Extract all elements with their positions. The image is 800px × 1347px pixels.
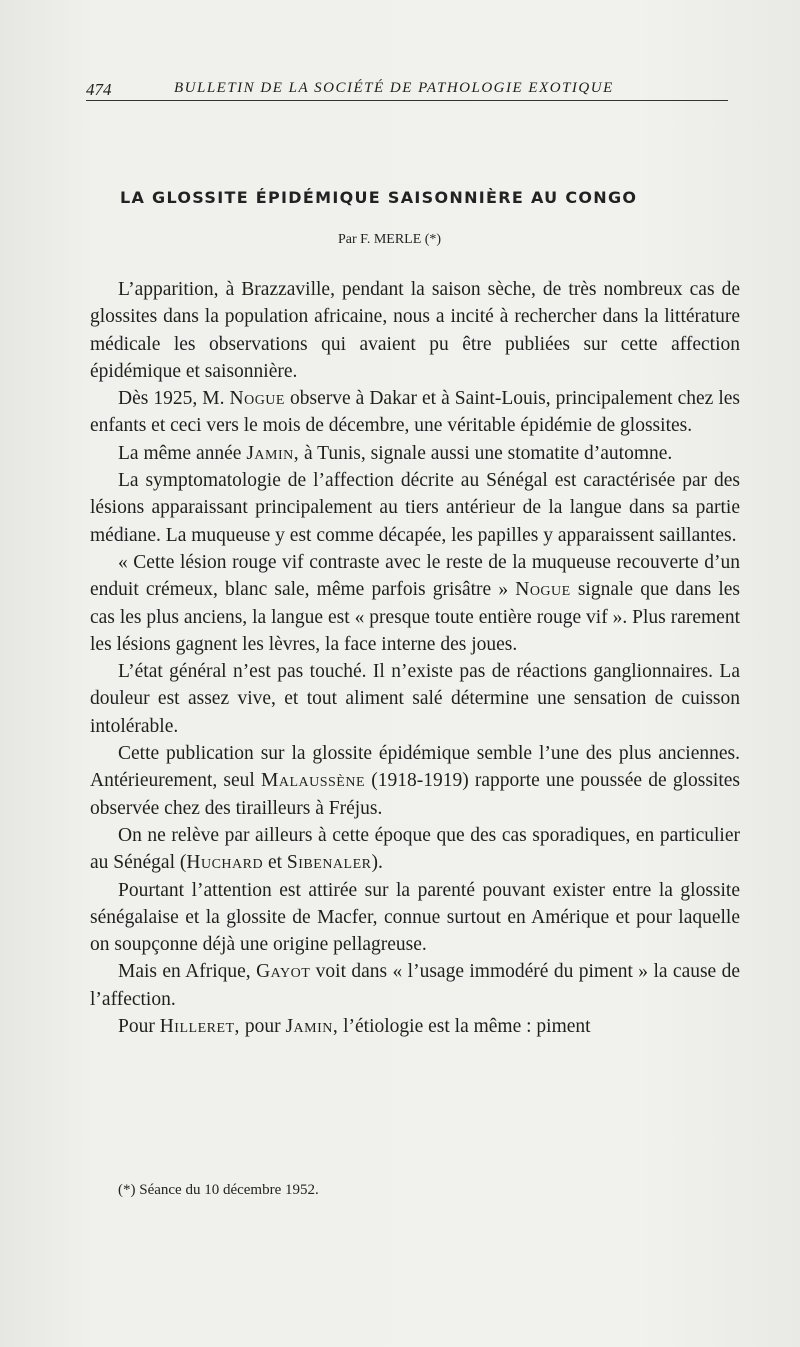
paragraph: L’apparition, à Brazzaville, pendant la saison sèche, de très nombreux cas de glossites dans la population africaine, nous a incité à rechercher dans la littérature médicale les observations qui avaient pu être publiées sur cette affection épidémique et saisonnière. xyxy=(90,279,740,382)
running-header xyxy=(86,74,728,101)
paragraph: « Cette lésion rouge vif contraste avec le reste de la muqueuse recouverte d’un enduit crémeux, blanc sale, même parfois grisâtre » Nogue signale que dans les cas les plus anciens, la langue est « presque toute entière rouge vif ». Plus rarement les lésions gagnent les lèvres, la face interne des joues. xyxy=(90,551,741,655)
author-name: Jamin, xyxy=(246,442,300,464)
paragraph: Dès 1925, M. Nogue observe à Dakar et à Saint-Louis, principalement chez les enfants et ceci vers le mois de décembre, une véritable épidémie de glossites. xyxy=(90,388,741,437)
article-title: LA GLOSSITE ÉPIDÉMIQUE SAISONNIÈRE AU CONGO xyxy=(120,188,638,207)
author-name: Jamin, xyxy=(285,1016,339,1038)
author-name: Sibenaler xyxy=(286,852,372,874)
author-name: Nogue xyxy=(515,579,571,601)
paragraph: On ne relève par ailleurs à cette époque que des cas sporadiques, en particulier au Sénégal (Huchard et Sibenaler). xyxy=(90,824,740,874)
author-name: Hilleret, xyxy=(159,1016,240,1038)
author-byline: Par F. MERLE (*) xyxy=(338,232,442,247)
paragraph: L’état général n’est pas touché. Il n’existe pas de réactions ganglionnaires. La douleur est assez vive, et tout aliment salé détermine une sensation de cuisson intolérable. xyxy=(90,661,740,737)
paragraph: Pour Hilleret, pour Jamin, l’étiologie est la même : piment xyxy=(118,1016,591,1038)
paragraph: Cette publication sur la glossite épidémique semble l’une des plus anciennes. Antérieurement, seul Malaussène (1918-1919) rapporte une poussée de glossites observée chez des tirailleurs à Fréjus. xyxy=(90,743,741,819)
paragraph: Pourtant l’attention est attirée sur la parenté pouvant exister entre la glossite sénégalaise et la glossite de Macfer, connue surtout en Amérique et pour laquelle on soupçonne déjà une origine pellagreuse. xyxy=(90,879,740,956)
article-body xyxy=(90,276,740,1040)
author-name: Nogue xyxy=(229,388,285,410)
author-name: Gayot xyxy=(256,961,311,983)
journal-title: BULLETIN DE LA SOCIÉTÉ DE PATHOLOGIE EXOTIQUE xyxy=(174,80,614,96)
paragraph: La symptomatologie de l’affection décrite au Sénégal est caractérisée par des lésions apparaissant principalement au tiers antérieur de la langue dans sa partie médiane. La muqueuse y est comme décapée, les papilles y apparaissent saillantes. xyxy=(90,470,740,546)
author-name: Huchard xyxy=(186,852,264,874)
author-name: Malaussène xyxy=(261,770,366,792)
footnote: (*) Séance du 10 décembre 1952. xyxy=(118,1182,319,1198)
page-number: 474 xyxy=(86,80,112,99)
paragraph: La même année Jamin, à Tunis, signale aussi une stomatite d’automne. xyxy=(118,442,673,464)
paragraph: Mais en Afrique, Gayot voit dans « l’usage immodéré du piment » la cause de l’affection. xyxy=(90,961,741,1010)
